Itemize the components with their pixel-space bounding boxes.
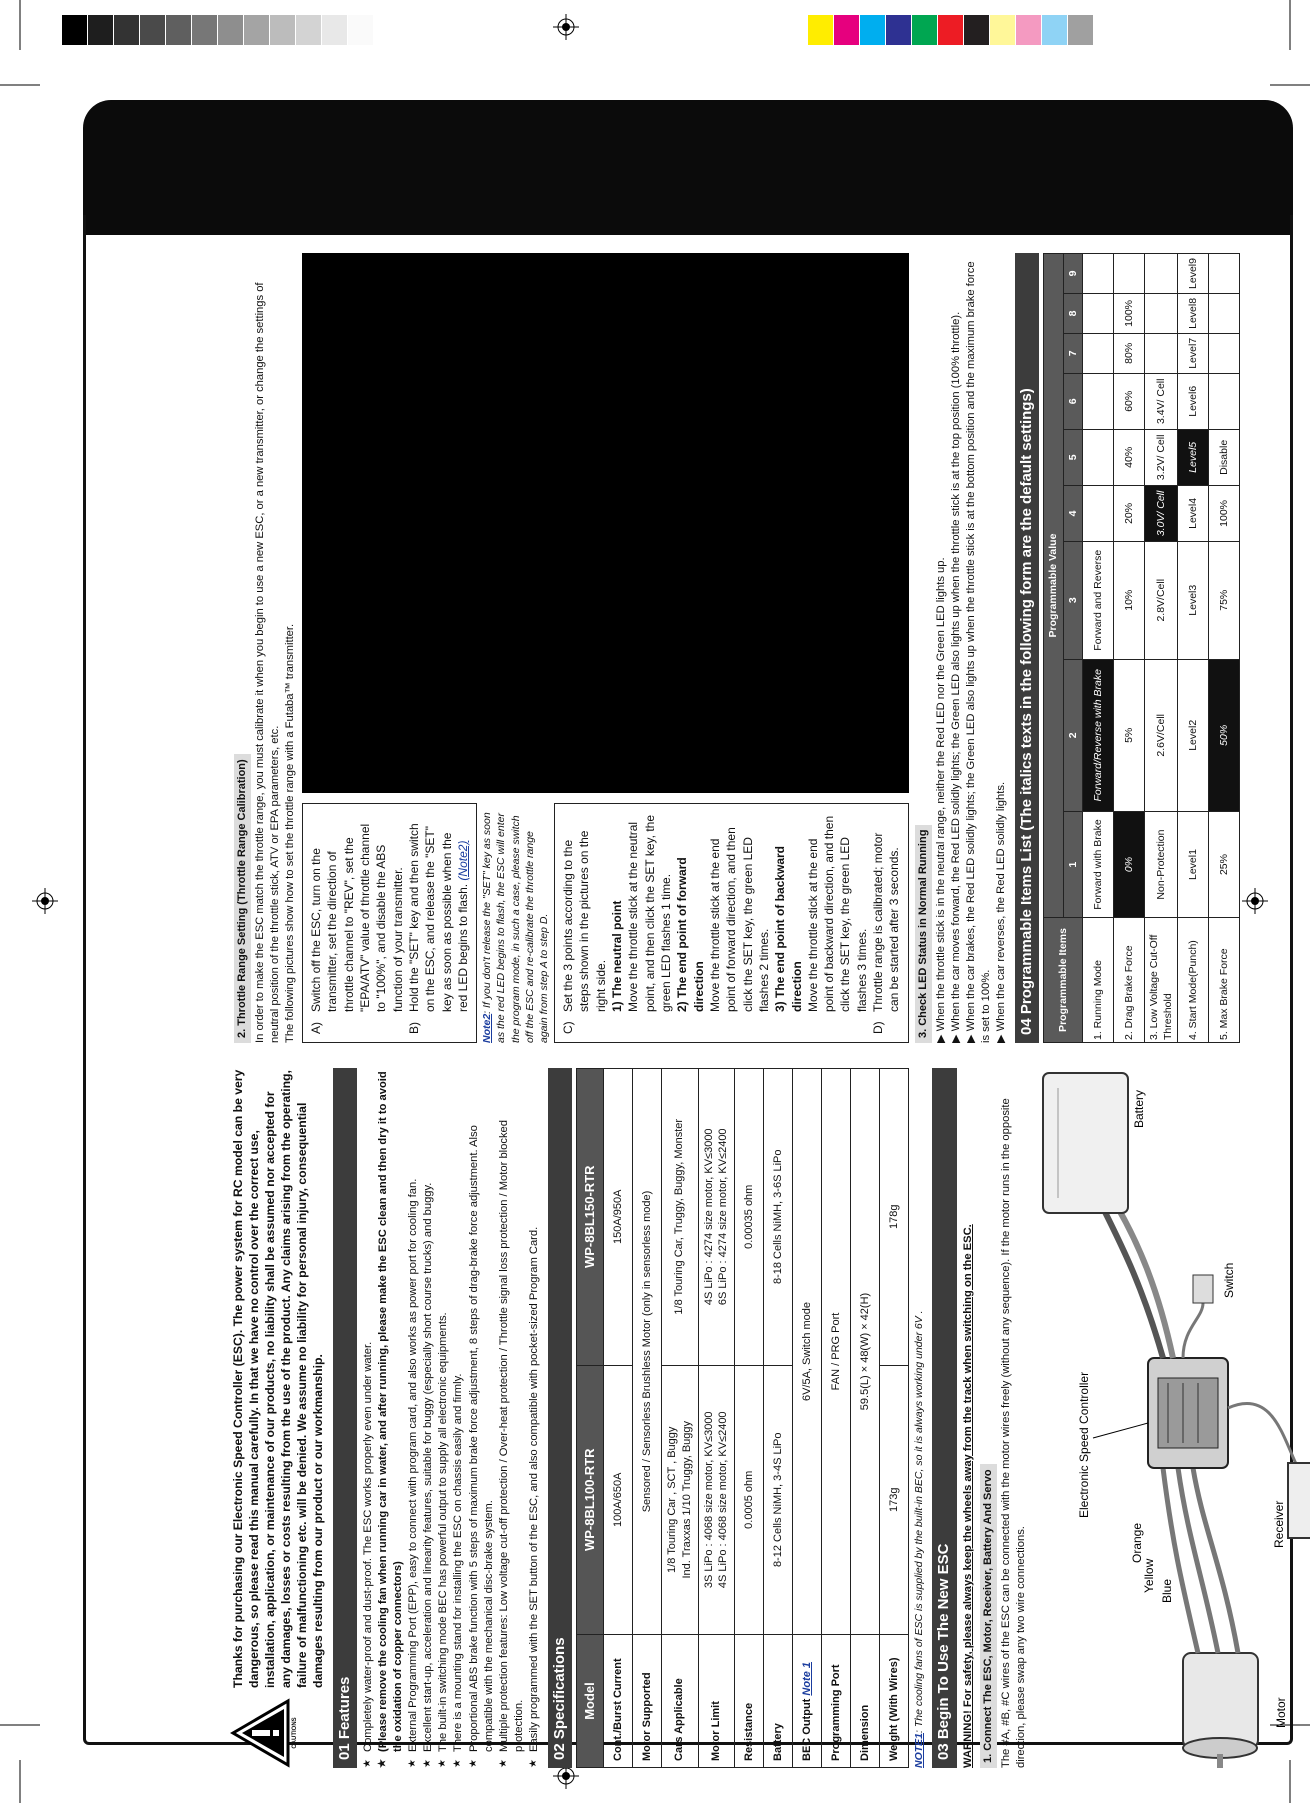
program-label: 4. Start Mode(Punch) — [1178, 918, 1209, 1043]
spec-value: 0.0005 ohm — [735, 1365, 764, 1634]
program-value: 2.6V/Cell — [1144, 659, 1177, 812]
table-row — [822, 1069, 851, 1768]
caution-label: CAUTIONS — [292, 1717, 299, 1749]
program-label: 1. Running Mode — [1082, 918, 1113, 1043]
step-label: B) — [407, 1022, 422, 1034]
spec-header-m2: WP-8BL150-RTR — [577, 1069, 604, 1366]
connect-subtitle: 1. Connect The ESC, Motor, Receiver, Battery And Servo — [980, 1464, 997, 1768]
spec-value: 8-18 Cells NiMH, 3-6S LiPo — [764, 1069, 793, 1366]
spec-line: 1/8 Touring Car , SCT , Buggy — [665, 1426, 678, 1573]
note1-link[interactable]: Note 1 — [800, 1661, 813, 1696]
table-row — [603, 1069, 632, 1768]
yellow-label: Yellow — [1141, 1558, 1156, 1593]
col-head: 5 — [1063, 429, 1082, 485]
program-value: 100% — [1113, 293, 1144, 333]
switch-label: Switch — [1221, 1262, 1236, 1298]
esc-icon — [1148, 1358, 1228, 1468]
col-head: 8 — [1063, 293, 1082, 333]
step-d — [870, 812, 903, 1034]
feature-item: ★ Multiple protection features: Low voltage cut-off protection / Over-heat protection / Throttle signal loss protection / Motor blocked protection. — [497, 1068, 527, 1768]
spec-label: Programming Port — [822, 1635, 851, 1768]
col-head: 6 — [1063, 373, 1082, 429]
c1-text: Move the throttle stick at the neutral point, and then click the SET key, the green LED flashes 1 time. — [626, 814, 674, 1012]
steps-left — [302, 803, 909, 1043]
program-value: Level1 — [1178, 812, 1209, 918]
table-row — [851, 1069, 880, 1768]
spec-value: 59.5(L) × 48(W) × 42(H) — [851, 1069, 880, 1635]
receiver-label: Receiver — [1271, 1500, 1286, 1548]
spec-value: 150A/950A — [603, 1069, 632, 1366]
program-value: 75% — [1209, 541, 1240, 659]
led-list — [934, 253, 1010, 1043]
note1-tag: NOTE1 — [913, 1732, 926, 1768]
table-row — [661, 1069, 698, 1768]
throttle-text-1: In order to make the ESC match the throttle range, you must calibrate it when you begin to use a new ESC, or a new transmitter, or change the settings of neutral position of the throttle stick, ATV or EPA parameters, etc. — [253, 282, 281, 1043]
table-row — [1178, 254, 1209, 1043]
spec-label: Cars Applicable — [661, 1635, 698, 1768]
table-row — [793, 1069, 822, 1768]
spec-header-m1: WP-8BL100-RTR — [577, 1365, 604, 1634]
col-head: 3 — [1063, 541, 1082, 659]
program-label: 3. Low Voltage Cut-Off Threshold — [1144, 918, 1177, 1043]
program-value — [1082, 485, 1113, 541]
step-text: Switch off the ESC, turn on the transmitter, set the direction of throttle channel to "REV", set the "EPA/ATV" value of throttle channel to "100%", and disable the ABS function of your transmitter. — [309, 823, 405, 1012]
wiring-diagram — [1033, 1068, 1310, 1768]
program-table — [1043, 253, 1240, 1043]
program-value — [1209, 373, 1240, 429]
program-value: Level4 — [1178, 485, 1209, 541]
program-value: Level6 — [1178, 373, 1209, 429]
step-label: D) — [871, 1021, 886, 1034]
program-value — [1209, 254, 1240, 294]
led-subtitle: 3. Check LED Status in Normal Running — [915, 825, 932, 1043]
col-head: 2 — [1063, 659, 1082, 812]
program-value: 25% — [1209, 812, 1240, 918]
table-row — [632, 1069, 661, 1768]
program-value: Level2 — [1178, 659, 1209, 812]
program-value — [1144, 333, 1177, 373]
led-text: When the car reverses, the Red LED solidly lights. — [995, 781, 1007, 1032]
blue-label: Blue — [1159, 1578, 1174, 1603]
spec-value: 6V/5A, Switch mode — [793, 1069, 822, 1635]
program-value: 5% — [1113, 659, 1144, 812]
manual-content — [230, 248, 1288, 1768]
orange-label: Orange — [1129, 1522, 1144, 1563]
program-value: 3.4V/ Cell — [1144, 373, 1177, 429]
table-row — [1144, 254, 1177, 1043]
program-label: 2. Drag Brake Force — [1113, 918, 1144, 1043]
program-value — [1209, 293, 1240, 333]
led-item: ▶ When the car reverses, the Red LED solidly lights. — [995, 781, 1007, 1043]
motor-icon — [1183, 1653, 1258, 1768]
program-title: 04 Programmable Items List (The italics texts in the following form are the default settings) — [1015, 253, 1039, 1043]
caution-icon — [230, 1698, 299, 1768]
spec-line: 4S LiPo : 4068 size motor, KV≤2400 — [717, 1411, 730, 1589]
program-value: 100% — [1209, 485, 1240, 541]
step-c-details — [609, 812, 870, 1034]
program-head-items: Programmable Items — [1044, 918, 1082, 1043]
feature-item: ★ Excellent start-up, acceleration and linearity features, suitable for buggy (especially short course trucks) and buggy. — [421, 1068, 436, 1768]
note2 — [480, 803, 551, 1043]
feature-item: ★ There is a mounting stand for installing the ESC on chassis easily and firmly. — [451, 1068, 466, 1768]
program-value: Level7 — [1178, 333, 1209, 373]
spec-label: Resistance — [735, 1635, 764, 1768]
note1 — [912, 1068, 926, 1768]
program-value — [1082, 333, 1113, 373]
steps-cd-box — [554, 803, 909, 1043]
led-item: ▶ When the car moves forward, the Red LED solidly lights; the Green LED also lights up when the throttle stick is at the top position (100% throttle). — [949, 311, 962, 1043]
program-value-default: 3.0V/ Cell — [1144, 485, 1177, 541]
program-value: 10% — [1113, 541, 1144, 659]
col-head: 7 — [1063, 333, 1082, 373]
spec-value: 1/8 Touring Car, Truggy, Buggy, Monster — [661, 1069, 698, 1366]
table-row — [698, 1069, 735, 1768]
program-value: Disable — [1209, 429, 1240, 485]
c3-text: Move the throttle stick at the end point of backward direction, and then click the SET key, the green LED flashes 3 times. — [805, 815, 869, 1012]
program-value: Forward and Reverse — [1082, 541, 1113, 659]
spec-label: Motor Supported — [632, 1635, 661, 1768]
throttle-text-2: The following pictures show how to set the throttle range with a Futaba™ transmitter. — [284, 623, 297, 1043]
spec-value — [661, 1365, 698, 1634]
begin-title: 03 Begin To Use The New ESC — [932, 1068, 956, 1768]
led-text: When the car brakes, the Red LED solidly lights; the Green LED also lights up when the throttle stick is at the bottom position and the maximum brake force is set to 100%. — [964, 261, 992, 1043]
program-head-value: Programmable Value — [1044, 254, 1063, 918]
table-row — [1113, 254, 1144, 1043]
program-value: 2.8V/Cell — [1144, 541, 1177, 659]
spec-line: 3S LiPo : 4068 size motor, KV≤3000 — [702, 1411, 715, 1589]
step-text: Set the 3 points according to the steps shown in the pictures on the right side. — [561, 830, 608, 1012]
step-a — [308, 812, 406, 1034]
feature-item: ★ (Please remove the cooling fan when running car in water, and after running, please make the ESC clean and then dry it to avoid the oxidation of copper connectors) — [376, 1068, 406, 1768]
spec-line: Ind. Traxxas 1/10 Truggy, Buggy — [680, 1420, 693, 1579]
program-value: Forward with Brake — [1082, 812, 1113, 918]
program-value: 80% — [1113, 333, 1144, 373]
registration-mark-icon — [32, 888, 58, 914]
right-column — [230, 253, 1240, 1043]
feature-item: ★ The built-in switching mode BEC has powerful output to supply all electronic equipments. — [436, 1068, 451, 1768]
program-value: 40% — [1113, 429, 1144, 485]
program-value: 3.2V/ Cell — [1144, 429, 1177, 485]
spec-label-text: BEC Output — [800, 1698, 813, 1761]
note2-text: : If you don't release the "SET" key as soon as the red LED begins to flash, the ESC will enter the program mode, in such a case, please switch off the ESC and re-calibrate the throttle range again from step A to step D. — [481, 812, 550, 1043]
spec-value: 100A/650A — [603, 1365, 632, 1634]
program-value — [1144, 254, 1177, 294]
program-value — [1113, 254, 1144, 294]
led-item: ▶ When the throttle stick is in the neutral range, neither the Red LED nor the Green LED lights up. — [934, 557, 947, 1043]
step-label: A) — [309, 1022, 324, 1034]
spec-label — [793, 1635, 822, 1768]
program-value — [1082, 429, 1113, 485]
led-text: When the car moves forward, the Red LED solidly lights; the Green LED also lights up when the throttle stick is at the top position (100% throttle). — [949, 311, 962, 1032]
program-label: 5. Max Brake Force — [1209, 918, 1240, 1043]
spec-line: 6S LiPo : 4274 size motor, KV≤2400 — [717, 1128, 730, 1306]
spec-line: 4S LiPo : 4274 size motor, KV≤3000 — [702, 1128, 715, 1306]
c3-title: 3) The end point of backward direction — [773, 845, 804, 1012]
feature-item: ★ External Programming Port (EPP), easy to connect with program card, and also works as power port for cooling fan. — [406, 1068, 421, 1768]
spec-value — [698, 1069, 735, 1366]
battery-icon — [1043, 1073, 1128, 1213]
connect-text: The #A, #B, #C wires of the ESC can be connected with the motor wires freely (without any sequence). If the motor runs in the opposite direction, please swap any two wire connections. — [999, 1098, 1027, 1768]
spec-label: Cont./Burst Current — [603, 1635, 632, 1768]
spec-value — [698, 1365, 735, 1634]
note2-tag: Note2 — [481, 1013, 494, 1043]
program-value — [1209, 333, 1240, 373]
battery-label: Battery — [1131, 1089, 1146, 1128]
program-value-default: Level5 — [1178, 429, 1209, 485]
spec-label: Battery — [764, 1635, 793, 1768]
spec-header-model: Model — [577, 1635, 604, 1768]
spec-value: 8-12 Cells NiMH, 3-4S LiPo — [764, 1365, 793, 1634]
program-value — [1082, 293, 1113, 333]
spec-value: Sensored / Sensorless Brushless Motor (only in sensorless mode) — [632, 1069, 661, 1635]
program-value: 60% — [1113, 373, 1144, 429]
table-row — [735, 1069, 764, 1768]
step-b — [406, 812, 471, 1034]
program-value — [1082, 373, 1113, 429]
c2-text: Move the throttle stick at the end point of forward direction, and then click the SET key, the green LED flashes 2 times. — [707, 827, 771, 1012]
specs-title: 02 Specifications — [548, 1068, 572, 1768]
table-row — [880, 1069, 909, 1768]
feature-item: ★ Easily programmed with the SET button of the ESC, and also compatible with pocket-sized Program Card. — [527, 1068, 542, 1768]
feature-item: ★ Completely water-proof and dust-proof. The ESC works properly even under water. — [361, 1068, 376, 1768]
warning-text: WARNING! For safety, please always keep the wheels away from the track when switching on the ESC. — [961, 1224, 974, 1768]
intro-text: Thanks for purchasing our Electronic Speed Controller (ESC). The power system for RC model can be very dangerous, so please read this manual carefully. In that we have no control over the correct use, installation, application, or maintenance of our products, no liability shall be assumed nor accepted for any damages, losses or costs resulting from the use of the product. Any claims arising from the operating, failure of malfunctioning etc. will be denied. We assume no liability for personal injury, consequential damages resulting from our product or our workmanship. — [231, 1069, 326, 1688]
steps-ab-box — [302, 803, 477, 1043]
specs-table — [576, 1068, 909, 1768]
note1-text: : The cooling fans of ESC is supplied by the built-in BEC, so it is always working under 6V . — [913, 1310, 926, 1733]
program-value: Non-Protection — [1144, 812, 1177, 918]
calibration-pictures-area — [302, 253, 909, 793]
step-text: Throttle range is calibrated; motor can be started after 3 seconds. — [871, 832, 902, 1012]
c2-title: 2) The end point of forward direction — [675, 857, 706, 1012]
switch-icon — [1193, 1275, 1213, 1303]
esc-label: Electronic Speed Controller — [1076, 1371, 1091, 1518]
program-value-default: 0% — [1113, 812, 1144, 918]
step-c — [560, 812, 609, 1034]
col-head: 4 — [1063, 485, 1082, 541]
feature-item: ★ Proportional ABS brake function with 5 steps of maximum brake force adjustment, 8 steps of drag-brake force adjustment. Also compatible with the mechanical disc-brake system. — [467, 1068, 497, 1768]
led-text: When the throttle stick is in the neutral range, neither the Red LED nor the Green LED lights up. — [934, 557, 947, 1032]
spec-value: 0.00035 ohm — [735, 1069, 764, 1366]
step-text: Hold the "SET" key and then switch on the ESC, and release the "SET" key as soon as possible when the red LED begins to flash. — [407, 823, 470, 1012]
program-value: Level8 — [1178, 293, 1209, 333]
spec-label: Motor Limit — [698, 1635, 735, 1768]
table-row — [764, 1069, 793, 1768]
grayscale-calibration-bar — [62, 15, 374, 45]
program-value: Level9 — [1178, 254, 1209, 294]
receiver-icon — [1288, 1463, 1310, 1538]
program-value-default: Forward/Reverse with Brake — [1082, 659, 1113, 812]
col-head: 9 — [1063, 254, 1082, 294]
throttle-subtitle: 2. Throttle Range Setting (Throttle Range Calibration) — [234, 754, 251, 1043]
c1-title: 1) The neutral point — [610, 900, 625, 1012]
program-value — [1144, 293, 1177, 333]
spec-value: FAN / PRG Port — [822, 1069, 851, 1635]
color-calibration-bar — [808, 15, 1094, 45]
note2-link[interactable]: (Note2) — [455, 840, 470, 881]
program-value: 20% — [1113, 485, 1144, 541]
step-label: C) — [561, 1021, 576, 1034]
program-value — [1082, 254, 1113, 294]
features-list — [361, 1068, 542, 1768]
spec-label: Weight (With Wires) — [880, 1635, 909, 1768]
spec-label: Dimension — [851, 1635, 880, 1768]
throttle-steps — [302, 253, 909, 1043]
table-row — [1209, 254, 1240, 1043]
intro — [230, 1068, 327, 1768]
led-item: ▶ When the car brakes, the Red LED solidly lights; the Green LED also lights up when the throttle stick is at the bottom position and the maximum brake force is set to 100%. — [964, 261, 992, 1043]
program-value: Level3 — [1178, 541, 1209, 659]
left-column — [230, 1068, 1310, 1768]
table-row — [1082, 254, 1113, 1043]
registration-mark-icon — [553, 14, 579, 40]
spec-value: 173g — [880, 1365, 909, 1634]
program-value-default: 50% — [1209, 659, 1240, 812]
col-head: 1 — [1063, 812, 1082, 918]
motor-label: Motor — [1273, 1697, 1288, 1728]
features-title: 01 Features — [333, 1068, 357, 1768]
spec-value: 178g — [880, 1069, 909, 1366]
